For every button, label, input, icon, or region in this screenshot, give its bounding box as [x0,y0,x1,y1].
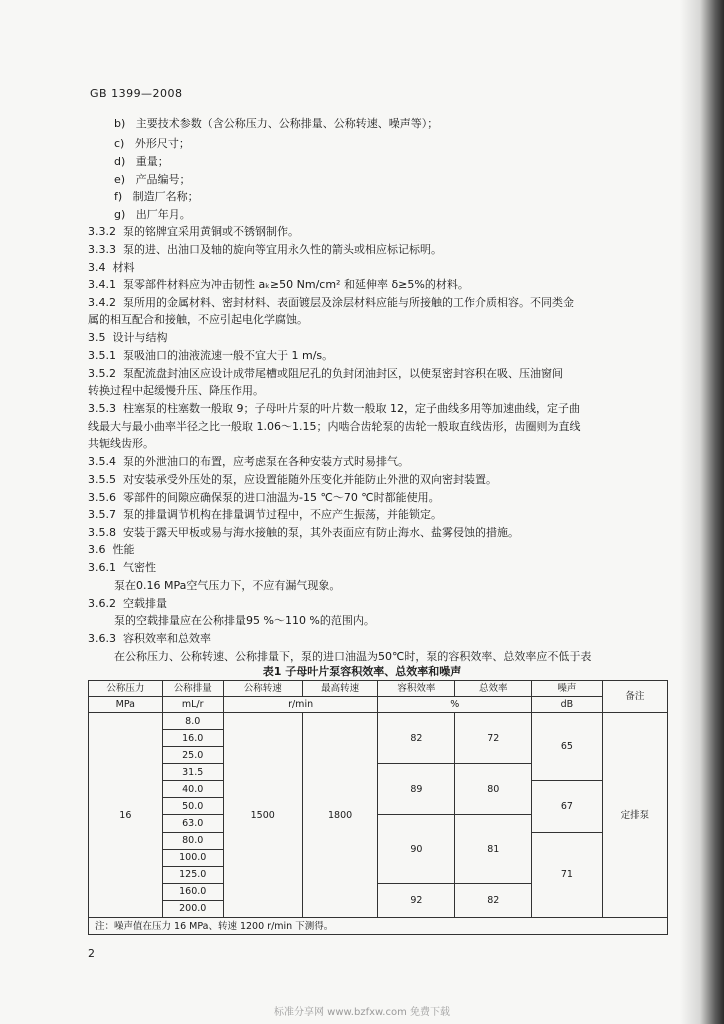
cell-vol-eff: 89 [378,764,455,815]
clause-3-5-3: 3.5.3 柱塞泵的柱塞数一般取 9；子母叶片泵的叶片数一般取 12，定子曲线多用等加速曲线，定子曲 [88,402,580,415]
section-3-6-heading: 3.6 性能 [88,543,135,556]
list-item: f) 制造厂名称； [114,190,199,203]
unit-efficiency: % [378,697,532,713]
clause-3-4-2-continued: 属的相互配合和接触，不应引起电化学腐蚀。 [88,313,308,326]
efficiency-noise-table [88,680,668,935]
cell-displacement: 200.0 [162,900,223,917]
clause-3-6-3-body: 在公称压力、公称转速、公称排量下，泵的进口油温为50℃时，泵的容积效率、总效率应不低于表 [114,650,592,663]
header-noise: 噪声 [532,681,603,697]
cell-vol-eff: 82 [378,713,455,764]
list-item: e) 产品编号； [114,173,191,186]
header-pressure: 公称压力 [89,681,163,697]
table-note: 注：噪声值在压力 16 MPa、转速 1200 r/min 下测得。 [89,918,668,935]
unit-displacement: mL/r [162,697,223,713]
clause-3-5-3-continued: 线最大与最小曲率半径之比一般取 1.06～1.15；内啮合齿轮泵的齿轮一般取直线齿形，齿圈则为直线 [88,420,581,433]
list-item: c) 外形尺寸； [114,137,190,150]
cell-total-eff: 82 [455,883,532,917]
cell-remark: 定排泵 [602,713,667,918]
cell-displacement: 80.0 [162,832,223,849]
header-volumetric-efficiency: 容积效率 [378,681,455,697]
clause-3-6-2-heading: 3.6.2 空载排量 [88,597,167,610]
unit-noise: dB [532,697,603,713]
cell-total-eff: 81 [455,815,532,883]
header-total-efficiency: 总效率 [455,681,532,697]
header-remark: 备注 [602,681,667,713]
header-speed: 公称转速 [223,681,302,697]
list-item: g) 出厂年月。 [114,208,191,221]
cell-vol-eff: 90 [378,815,455,883]
clause-3-6-2-body: 泵的空载排量应在公称排量95 %～110 %的范围内。 [114,614,375,627]
clause-3-6-1-body: 泵在0.16 MPa空气压力下，不应有漏气现象。 [114,579,341,592]
list-item: d) 重量； [114,155,169,168]
clause-3-5-3-continued-2: 共轭线齿形。 [88,437,154,450]
cell-displacement: 25.0 [162,747,223,764]
section-3-5-heading: 3.5 设计与结构 [88,331,168,344]
unit-speed: r/min [223,697,378,713]
section-3-4-heading: 3.4 材料 [88,261,135,274]
clause-3-3-3: 3.3.3 泵的进、出油口及轴的旋向等宜用永久性的箭头或相应标记标明。 [88,243,442,256]
cell-noise: 67 [532,781,603,832]
cell-vol-eff: 92 [378,883,455,917]
clause-3-3-2: 3.3.2 泵的铭牌宜采用黄铜或不锈钢制作。 [88,225,299,238]
cell-displacement: 125.0 [162,866,223,883]
cell-displacement: 40.0 [162,781,223,798]
clause-3-5-7: 3.5.7 泵的排量调节机构在排量调节过程中，不应产生振荡，并能锁定。 [88,508,442,521]
list-item: b) 主要技术参数（含公称压力、公称排量、公称转速、噪声等）； [114,117,439,130]
cell-displacement: 100.0 [162,849,223,866]
clause-3-5-6: 3.5.6 零部件的间隙应确保泵的进口油温为-15 ℃～70 ℃时都能使用。 [88,491,440,504]
page-number: 2 [88,947,95,960]
clause-3-6-1-heading: 3.6.1 气密性 [88,561,156,574]
unit-pressure: MPa [89,697,163,713]
cell-speed: 1500 [223,713,302,918]
cell-noise: 71 [532,832,603,917]
clause-3-4-2: 3.4.2 泵所用的金属材料、密封材料、表面镀层及涂层材料应能与所接触的工作介质相容。不同类金 [88,296,574,309]
clause-3-5-1: 3.5.1 泵吸油口的油液流速一般不宜大于 1 m/s。 [88,349,334,362]
cell-total-eff: 72 [455,713,532,764]
clause-3-5-2-continued: 转换过程中起缓慢升压、降压作用。 [88,384,264,397]
header-max-speed: 最高转速 [302,681,378,697]
cell-displacement: 31.5 [162,764,223,781]
cell-displacement: 8.0 [162,713,223,730]
table-caption: 表1 子母叶片泵容积效率、总效率和噪声 [262,665,462,678]
watermark-text: 标准分享网 www.bzfxw.com 免费下载 [274,1007,450,1018]
cell-displacement: 50.0 [162,798,223,815]
cell-total-eff: 80 [455,764,532,815]
clause-3-5-5: 3.5.5 对安装承受外压处的泵，应设置能随外压变化并能防止外泄的双向密封装置。 [88,473,497,486]
clause-3-4-1: 3.4.1 泵零部件材料应为冲击韧性 aₖ≥50 Nm/cm² 和延伸率 δ≥5%的材料。 [88,278,469,291]
standard-code: GB 1399—2008 [90,87,183,100]
clause-3-5-2: 3.5.2 泵配流盘封油区应设计成带尾槽或阻尼孔的负封闭油封区，以使泵密封容积在吸、压油窗间 [88,367,563,380]
cell-displacement: 16.0 [162,730,223,747]
cell-displacement: 63.0 [162,815,223,832]
clause-3-6-3-heading: 3.6.3 容积效率和总效率 [88,632,211,645]
cell-displacement: 160.0 [162,883,223,900]
scan-shadow-edge [680,0,724,1024]
cell-noise: 65 [532,713,603,781]
clause-3-5-8: 3.5.8 安装于露天甲板或易与海水接触的泵，其外表面应有防止海水、盐雾侵蚀的措施。 [88,526,519,539]
cell-max-speed: 1800 [302,713,378,918]
cell-pressure: 16 [89,713,163,918]
clause-3-5-4: 3.5.4 泵的外泄油口的布置，应考虑泵在各种安装方式时易排气。 [88,455,409,468]
header-displacement: 公称排量 [162,681,223,697]
